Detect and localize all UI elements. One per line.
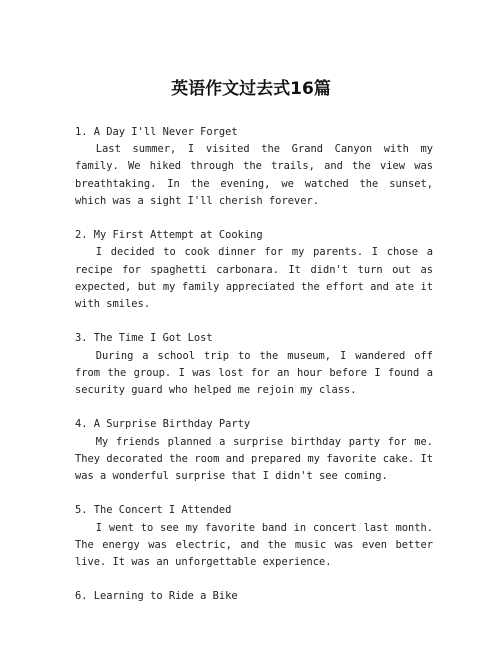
essay-item: [75, 330, 433, 399]
document-title: 英语作文过去式16篇: [171, 79, 331, 99]
essay-item: [75, 502, 433, 571]
essay-heading: 5. The Concert I Attended: [75, 504, 232, 517]
essay-body: During a school trip to the museum, I wandered off from the group. I was lost for an hour before I found a security guard who helped me rejoin my class.: [75, 349, 433, 397]
essay-item: [75, 416, 433, 485]
essay-body: My friends planned a surprise birthday party for me. They decorated the room and prepared my favorite cake. It was a wonderful surprise that I didn't see coming.: [75, 435, 433, 483]
essay-heading: 2. My First Attempt at Cooking: [75, 229, 263, 242]
essay-item: [75, 227, 433, 313]
essay-body: Last summer, I visited the Grand Canyon with my family. We hiked through the trails, and the view was breathtaking. In the evening, we watched the sunset, which was a sight I'll cherish forever.: [75, 143, 433, 207]
essay-heading: 6. Learning to Ride a Bike: [75, 590, 238, 603]
essay-item: [75, 124, 433, 210]
essay-body: I decided to cook dinner for my parents. I chose a recipe for spaghetti carbonara. It didn't turn out as expected, but my family appreciated the effort and ate it with smiles.: [75, 246, 433, 311]
essay-body: I went to see my favorite band in concert last month. The energy was electric, and the music was even better live. It was an unforgettable experience.: [75, 521, 433, 569]
essay-heading: 1. A Day I'll Never Forget: [75, 126, 238, 138]
essay-list: [75, 124, 433, 623]
essay-heading: 3. The Time I Got Lost: [75, 332, 213, 345]
essay-heading: 4. A Surprise Birthday Party: [75, 418, 251, 431]
essay-item: [75, 588, 433, 605]
